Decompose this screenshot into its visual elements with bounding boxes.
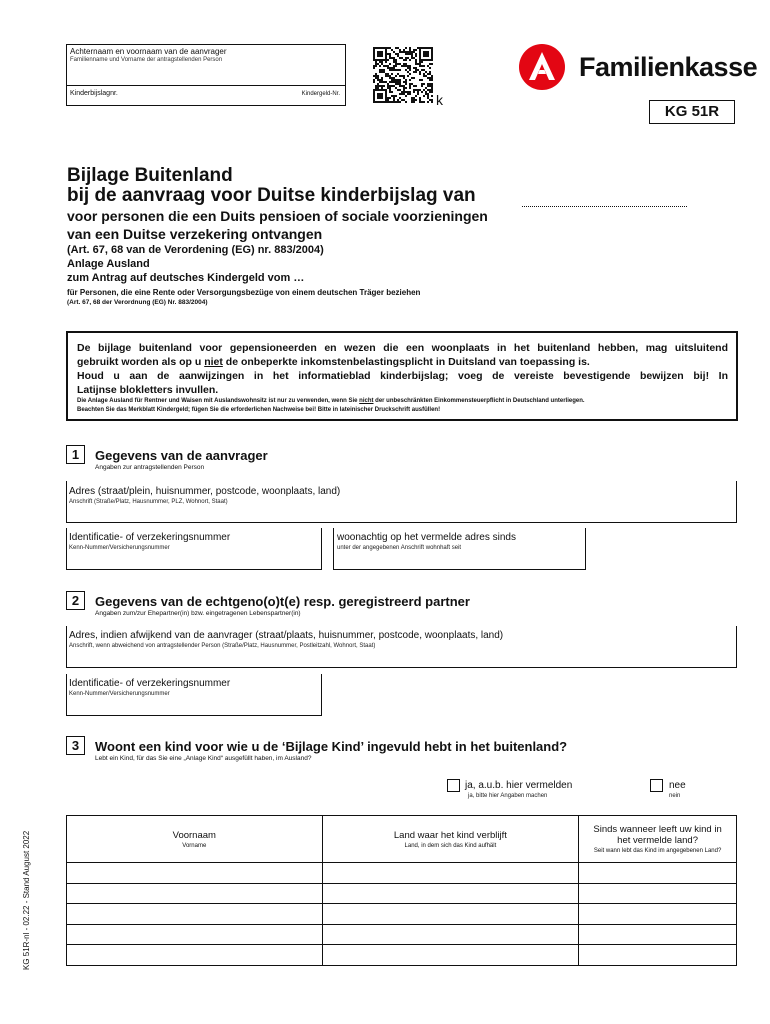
col-first-name-label-de: Vorname: [182, 842, 207, 849]
notice-line2: [77, 355, 728, 369]
no-label: nee: [669, 780, 686, 791]
col-first-name: [67, 816, 323, 863]
k-suffix: k: [436, 92, 443, 108]
since-cell[interactable]: [579, 945, 737, 966]
subtitle-de: für Personen, die eine Rente oder Versorgungsbezüge von einem deutschen Träger beziehen: [67, 288, 421, 297]
notice-line3: Houd u aan de aanwijzingen in het informatieblad kinderbijslag; voeg de vereiste bevestigende bewijzen bij! In: [77, 370, 728, 382]
notice-de-emphasis: nicht: [359, 398, 374, 404]
title-de-line2: zum Antrag auf deutsches Kindergeld vom …: [67, 272, 305, 284]
country-cell[interactable]: [322, 863, 579, 884]
qr-code-icon: [373, 47, 433, 103]
yes-checkbox[interactable]: [447, 779, 460, 792]
notice-line2-c: de onbeperkte inkomstenbelastingsplicht in Duitsland van toepassing is.: [222, 356, 590, 368]
title-de: Anlage Ausland: [67, 258, 150, 270]
col-since: [579, 816, 737, 863]
resident-since-label: woonachtig op het vermelde adres sinds: [337, 532, 516, 543]
partner-address-label-de: Anschrift, wenn abweichend von antragstellender Person (Straße/Platz, Hausnummer, Postleitzahl, Wohnort, Staat): [69, 643, 376, 649]
section1-title: Gegevens van de aanvrager: [95, 448, 268, 463]
first-name-cell[interactable]: [67, 924, 323, 945]
notice-line2-a: gebruikt worden als op u: [77, 356, 205, 368]
application-date-field[interactable]: [522, 206, 687, 207]
country-cell[interactable]: [322, 883, 579, 904]
since-cell[interactable]: [579, 904, 737, 925]
table-row: [67, 883, 737, 904]
page-title: Bijlage Buitenland: [67, 165, 233, 186]
kinderbijslag-number-label: Kinderbijslagnr.: [70, 90, 118, 97]
table-row: [67, 904, 737, 925]
since-cell[interactable]: [579, 863, 737, 884]
regulation-reference-de: (Art. 67, 68 der Verordnung (EG) Nr. 883/2004): [67, 299, 208, 306]
first-name-cell[interactable]: [67, 863, 323, 884]
notice-line2-emphasis: niet: [204, 356, 223, 368]
yes-label: ja, a.u.b. hier vermelden: [465, 780, 573, 791]
section2-subtitle: Angaben zum/zur Ehepartner(in) bzw. eingetragenen Lebenspartner(in): [95, 610, 301, 617]
applicant-name-box[interactable]: [66, 44, 346, 106]
col-country-label-de: Land, in dem sich das Kind aufhält: [404, 842, 497, 849]
yes-label-de: ja, bitte hier Angaben machen: [468, 793, 548, 799]
applicant-name-label-de: Familienname und Vorname der antragstellenden Person: [70, 57, 223, 63]
table-row: [67, 945, 737, 966]
applicant-name-label: Achternaam en voornaam van de aanvrager: [70, 47, 227, 56]
section3-number: 3: [66, 736, 85, 755]
resident-since-label-de: unter der angegebenen Anschrift wohnhaft seit: [337, 545, 462, 551]
table-row: [67, 863, 737, 884]
section3-title: Woont een kind voor wie u de ‘Bijlage Kind’ ingevuld hebt in het buitenland?: [95, 739, 568, 754]
no-checkbox[interactable]: [650, 779, 663, 792]
logo-text: Familienkasse: [579, 52, 758, 82]
form-version-text: KG 51R-nl - 02.22 - Stand August 2022: [22, 830, 31, 970]
section2-number: 2: [66, 591, 85, 610]
no-label-de: nein: [669, 793, 681, 799]
applicant-id-label-de: Kenn-Nummer/Versicherungsnummer: [69, 545, 170, 551]
partner-id-label-de: Kenn-Nummer/Versicherungsnummer: [69, 691, 170, 697]
section3-subtitle: Lebt ein Kind, für das Sie eine „Anlage Kind“ ausgefüllt haben, im Ausland?: [95, 755, 312, 762]
regulation-reference: (Art. 67, 68 van de Verordening (EG) nr. 883/2004): [67, 244, 324, 256]
subtitle-line1: voor personen die een Duits pensioen of sociale voorzieningen: [67, 208, 488, 224]
col-since-label: Sinds wanneer leeft uw kind in het vermelde land?: [593, 824, 722, 846]
notice-de-a: Die Anlage Ausland für Rentner und Waisen mit Auslandswohnsitz ist nur zu verwenden, wenn Sie: [77, 398, 360, 404]
page-title-line2: bij de aanvraag voor Duitse kinderbijslag van: [67, 185, 476, 206]
first-name-cell[interactable]: [67, 904, 323, 925]
kindergeld-number-label: Kindergeld-Nr.: [301, 91, 340, 97]
notice-box: [66, 331, 738, 421]
col-country: [322, 816, 579, 863]
notice-de-line1: [77, 397, 728, 406]
section1-subtitle: Angaben zur antragstellenden Person: [95, 464, 205, 471]
first-name-cell[interactable]: [67, 883, 323, 904]
form-code-badge: KG 51R: [649, 100, 735, 124]
subtitle-line2: van een Duitse verzekering ontvangen: [67, 226, 323, 242]
notice-line1: De bijlage buitenland voor gepensioneerden en wezen die een woonplaats in het buitenland hebben, mag uitsluitend: [77, 342, 728, 354]
section2-title: Gegevens van de echtgeno(o)t(e) resp. geregistreerd partner: [95, 594, 470, 609]
section1-number: 1: [66, 445, 85, 464]
since-cell[interactable]: [579, 924, 737, 945]
notice-de-line2: Beachten Sie das Merkblatt Kindergeld; fügen Sie die erforderlichen Nachweise bei! Bitte in lateinischer Druckschrift ausfüllen!: [77, 407, 441, 413]
partner-address-label: Adres, indien afwijkend van de aanvrager (straat/plaats, huisnummer, postcode, woonplaats, land): [69, 630, 504, 641]
country-cell[interactable]: [322, 945, 579, 966]
first-name-cell[interactable]: [67, 945, 323, 966]
applicant-address-label: Adres (straat/plein, huisnummer, postcode, woonplaats, land): [69, 486, 341, 497]
since-cell[interactable]: [579, 883, 737, 904]
col-since-label-de: Seit wann lebt das Kind im angegebenen Land?: [593, 848, 722, 854]
table-header-row: [67, 816, 737, 863]
familienkasse-logo-icon: [518, 43, 566, 91]
country-cell[interactable]: [322, 924, 579, 945]
children-abroad-table: [66, 815, 737, 966]
partner-id-label: Identificatie- of verzekeringsnummer: [69, 678, 231, 689]
applicant-address-label-de: Anschrift (Straße/Platz, Hausnummer, PLZ, Wohnort, Staat): [69, 499, 228, 505]
notice-de-c: der unbeschränkten Einkommensteuerpflicht in Deutschland unterliegen.: [373, 398, 585, 404]
applicant-id-label: Identificatie- of verzekeringsnummer: [69, 532, 231, 543]
col-country-label: Land waar het kind verblijft: [393, 829, 507, 841]
table-row: [67, 924, 737, 945]
col-first-name-label: Voornaam: [172, 829, 216, 841]
country-cell[interactable]: [322, 904, 579, 925]
notice-line4: Latijnse blokletters invullen.: [77, 384, 219, 396]
